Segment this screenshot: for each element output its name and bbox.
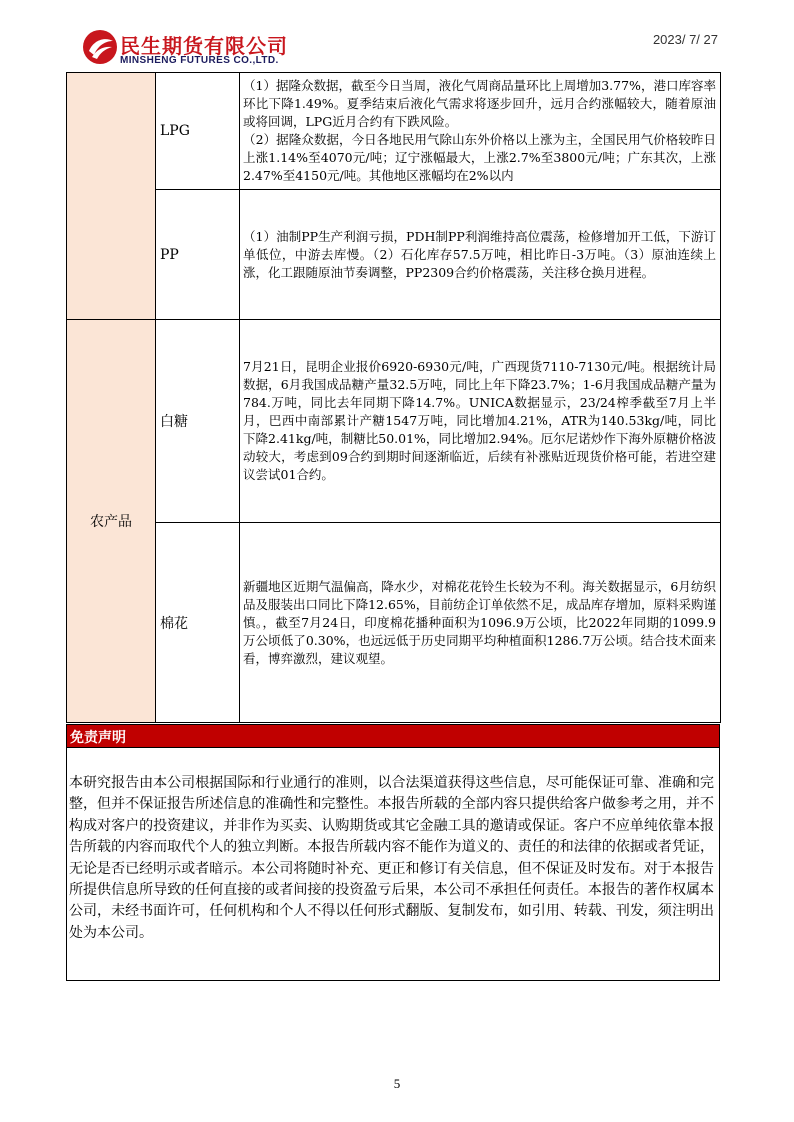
analysis-paragraph: 新疆地区近期气温偏高，降水少，对棉花花铃生长较为不利。海关数据显示，6月纺织品及服装出口同比下降12.65%，目前纺企订单依然不足，成品库存增加，原料采购谨慎。，截至7月24日，印度棉花播种面积为1096.9万公顷，比2022年同期的1099.9万公顷低了0.30%，也远远低于历史同期平均种植面积1286.7万公顷。结合技术面来看，博弈激烈，建议观望。 [243, 578, 716, 666]
company-name-cn: 民生期货有限公司 [120, 34, 288, 58]
commodity-table [66, 72, 721, 723]
commodity-label: LPG [156, 73, 240, 190]
commodity-analysis [240, 320, 721, 523]
disclaimer-title: 免责声明 [70, 730, 126, 746]
category-cell-agri: 农产品 [67, 320, 156, 723]
page-number: 5 [393, 1076, 401, 1091]
table-row [67, 320, 721, 523]
disclaimer-text: 本研究报告由本公司根据国际和行业通行的准则，以合法渠道获得这些信息，尽可能保证可靠、准确和完整，但并不保证报告所述信息的准确性和完整性。本报告所载的全部内容只提供给客户做参考之用，并不构成对客户的投资建议，并非作为买卖、认购期货或其它金融工具的邀请或保证。客户不应单纯依靠本报告所载的内容而取代个人的独立判断。本报告所载内容不能作为道义的、责任的和法律的依据或者凭证，无论是否已经明示或者暗示。本公司将随时补充、更正和修订有关信息，但不保证及时发布。对于本报告所提供信息所导致的任何直接的或者间接的投资盈亏后果，本公司不承担任何责任。本报告的著作权属本公司，未经书面许可，任何机构和个人不得以任何形式翻版、复制发布，如引用、转载、刊发，须注明出处为本公司。 [69, 775, 714, 941]
report-date: 2023/ 7/ 27 [652, 32, 718, 47]
analysis-paragraph: （2）据隆众数据，今日各地民用气除山东外价格以上涨为主，全国民用气价格较昨日上涨1.14%至4070元/吨；辽宁涨幅最大，上涨2.7%至3800元/吨；广东其次，上涨2.47%至4150元/吨。其他地区涨幅均在2%以内 [243, 132, 716, 183]
commodity-analysis [240, 190, 721, 320]
commodity-analysis [240, 73, 721, 190]
table-row [67, 73, 721, 190]
minsheng-logo-icon [82, 29, 118, 65]
analysis-paragraph: 7月21日，昆明企业报价6920-6930元/吨，广西现货7110-7130元/吨。根据统计局数据，6月我国成品糖产量32.5万吨，同比上年下降23.7%；1-6月我国成品糖产量为784.万吨，同比去年同期下降14.7%。UNICA数据显示，23/24榨季截至7月上半月，巴西中南部累计产糖1547万吨，同比增加4.21%，ATR为140.53kg/吨，同比下降2.41kg/吨，制糖比50.01%，同比增加2.94%。厄尔尼诺炒作下海外原糖价格波动较大，考虑到09合约到期时间逐渐临近，后续有补涨贴近现货价格可能，若进空建议尝试01合约。 [243, 359, 716, 482]
commodity-label: PP [156, 190, 240, 320]
disclaimer-box [66, 747, 720, 981]
company-name-en: MINSHENG FUTURES CO.,LTD. [120, 55, 279, 66]
analysis-paragraph: （1）据隆众数据，截至今日当周，液化气周商品量环比上周增加3.77%，港口库容率环比下降1.49%。夏季结束后液化气需求将逐步回升，远月合约涨幅较大，随着原油或将回调，LPG近月合约有下跌风险。 [243, 78, 716, 129]
commodity-label: 棉花 [156, 523, 240, 723]
analysis-paragraph: （1）油制PP生产利润亏损，PDH制PP利润维持高位震荡，检修增加开工低，下游订单低位，中游去库慢。（2）石化库存57.5万吨，相比昨日-3万吨。（3）原油连续上涨，化工跟随原油节奏调整，PP2309合约价格震荡，关注移仓换月进程。 [243, 228, 716, 280]
table-row [67, 523, 721, 723]
disclaimer-header-bar [66, 724, 720, 748]
category-cell-energy [67, 73, 156, 320]
table-row [67, 190, 721, 320]
commodity-label: 白糖 [156, 320, 240, 523]
commodity-analysis [240, 523, 721, 723]
company-logo [82, 29, 312, 69]
page-header [0, 0, 794, 70]
